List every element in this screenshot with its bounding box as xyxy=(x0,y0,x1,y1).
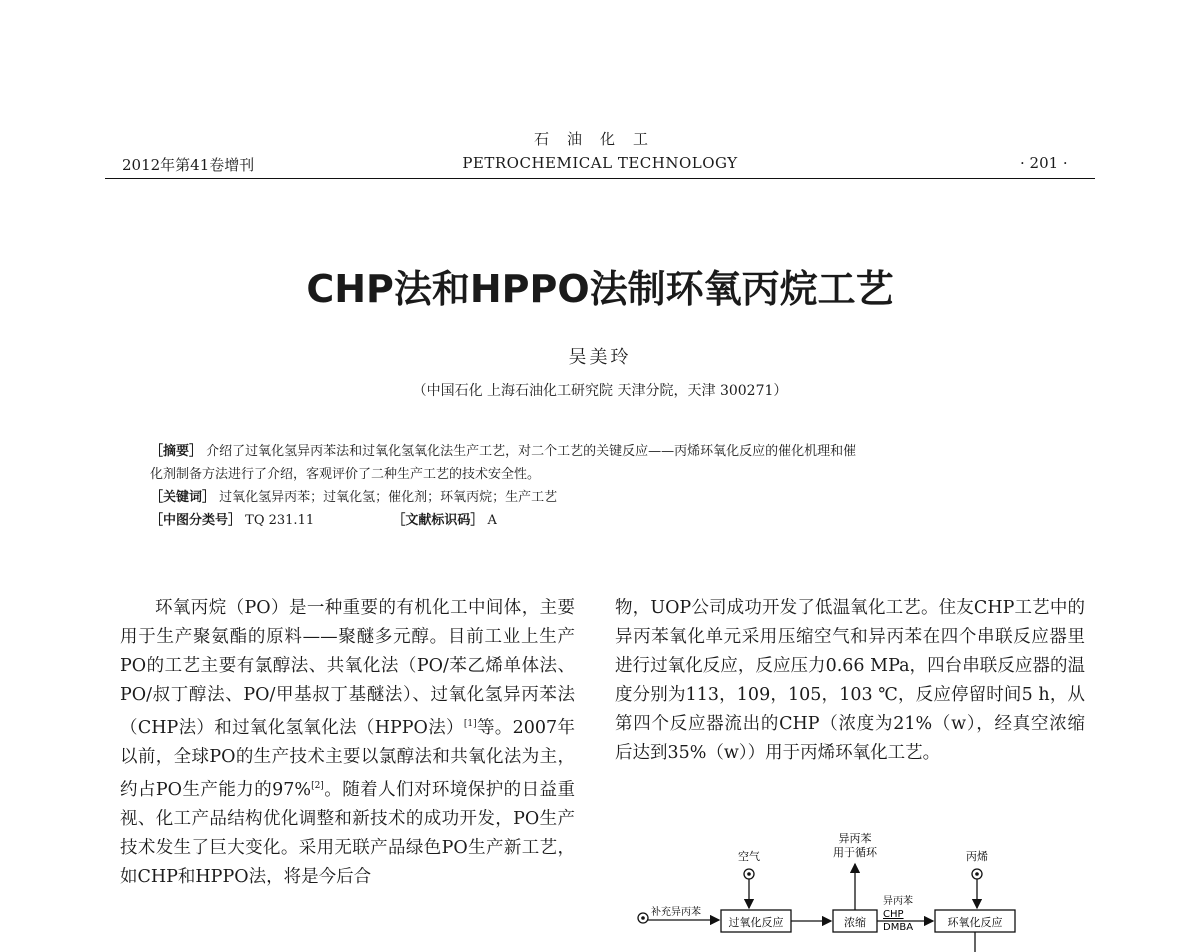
label-cumene-recycle-1: 异丙苯 xyxy=(838,832,872,845)
process-flow-diagram xyxy=(615,830,1055,952)
label-epoxidation: 环氧化反应 xyxy=(947,916,1003,929)
citation-1: [1] xyxy=(463,719,477,729)
label-stream-cumene: 异丙苯 xyxy=(883,896,913,907)
label-stream-chp: CHP xyxy=(883,909,904,920)
journal-name-en: PETROCHEMICAL TECHNOLOGY xyxy=(462,154,738,172)
label-propylene: 丙烯 xyxy=(966,850,988,863)
clc-number: TQ 231.11 xyxy=(245,513,315,528)
body-left-column xyxy=(120,594,575,892)
label-makeup-cumene: 补充异丙苯 xyxy=(651,907,701,918)
doc-code: A xyxy=(487,513,497,528)
journal-name-cn: 石油化工 xyxy=(533,130,666,148)
label-stream-dmba: DMBA xyxy=(883,922,914,933)
page-number: · 201 · xyxy=(1020,154,1068,172)
clc-label: ［中图分类号］ xyxy=(150,513,242,528)
label-cumene-recycle-2: 用于循环 xyxy=(833,846,877,859)
body-right-column: 物，UOP公司成功开发了低温氧化工艺。住友CHP工艺中的异丙苯氧化单元采用压缩空气和异丙苯在四个串联反应器里进行过氧化反应，反应压力0.66 MPa，四台串联反应器的温度分别为113，109，105，103 ℃，反应停留时间5 h，从第四个反应器流出的CHP（浓度为21%（w），经真空浓缩后达到35%（w））用于丙烯环氧化工艺。 xyxy=(615,598,1085,763)
abstract-text-cont: 化剂制备方法进行了介绍，客观评价了二种生产工艺的技术安全性。 xyxy=(150,467,541,482)
article-title: CHP法和HPPO法制环氧丙烷工艺 xyxy=(306,267,894,311)
affiliation: （中国石化 上海石油化工研究院 天津分院，天津 300271） xyxy=(412,383,788,399)
abstract-label: ［摘要］ xyxy=(150,444,203,459)
keywords: 过氧化氢异丙苯；过氧化氢；催化剂；环氧丙烷；生产工艺 xyxy=(219,490,558,505)
body-left-text-3: 。随着人们对环境保护的日益重视、化工产品结构优化调整和新技术的成功开发，PO生产技术发生了巨大变化。采用无联产品绿色PO生产新工艺，如CHP和HPPO法，将是今后合 xyxy=(120,779,575,887)
abstract-text: 介绍了过氧化氢异丙苯法和过氧化氢氧化法生产工艺，对二个工艺的关键反应——丙烯环氧化反应的催化机理和催 xyxy=(206,444,857,459)
header-rule xyxy=(105,178,1095,179)
label-concentration: 浓缩 xyxy=(844,916,866,929)
body-left-text-1: 环氧丙烷（PO）是一种重要的有机化工中间体，主要用于生产聚氨酯的原料——聚醚多元醇。目前工业上生产PO的工艺主要有氯醇法、共氧化法（PO/苯乙烯单体法、PO/叔丁醇法、PO/甲基叔丁基醚法）、过氧化氢异丙苯法（CHP法）和过氧化氢氧化法（HPPO法） xyxy=(120,598,575,738)
author: 吴美玲 xyxy=(568,347,632,368)
label-air: 空气 xyxy=(738,850,760,863)
body-left-text-2: 等。2007年以前，全球PO的生产技术主要以氯醇法和共氧化法为主，约占PO生产能力的97% xyxy=(120,717,575,800)
abstract-block xyxy=(150,440,1070,532)
citation-2: [2] xyxy=(311,780,324,791)
doc-code-label: ［文献标识码］ xyxy=(392,513,484,528)
issue-info: 2012年第41卷增刊 xyxy=(122,156,255,174)
keywords-label: ［关键词］ xyxy=(150,490,216,505)
label-oxidation: 过氧化反应 xyxy=(728,916,784,929)
